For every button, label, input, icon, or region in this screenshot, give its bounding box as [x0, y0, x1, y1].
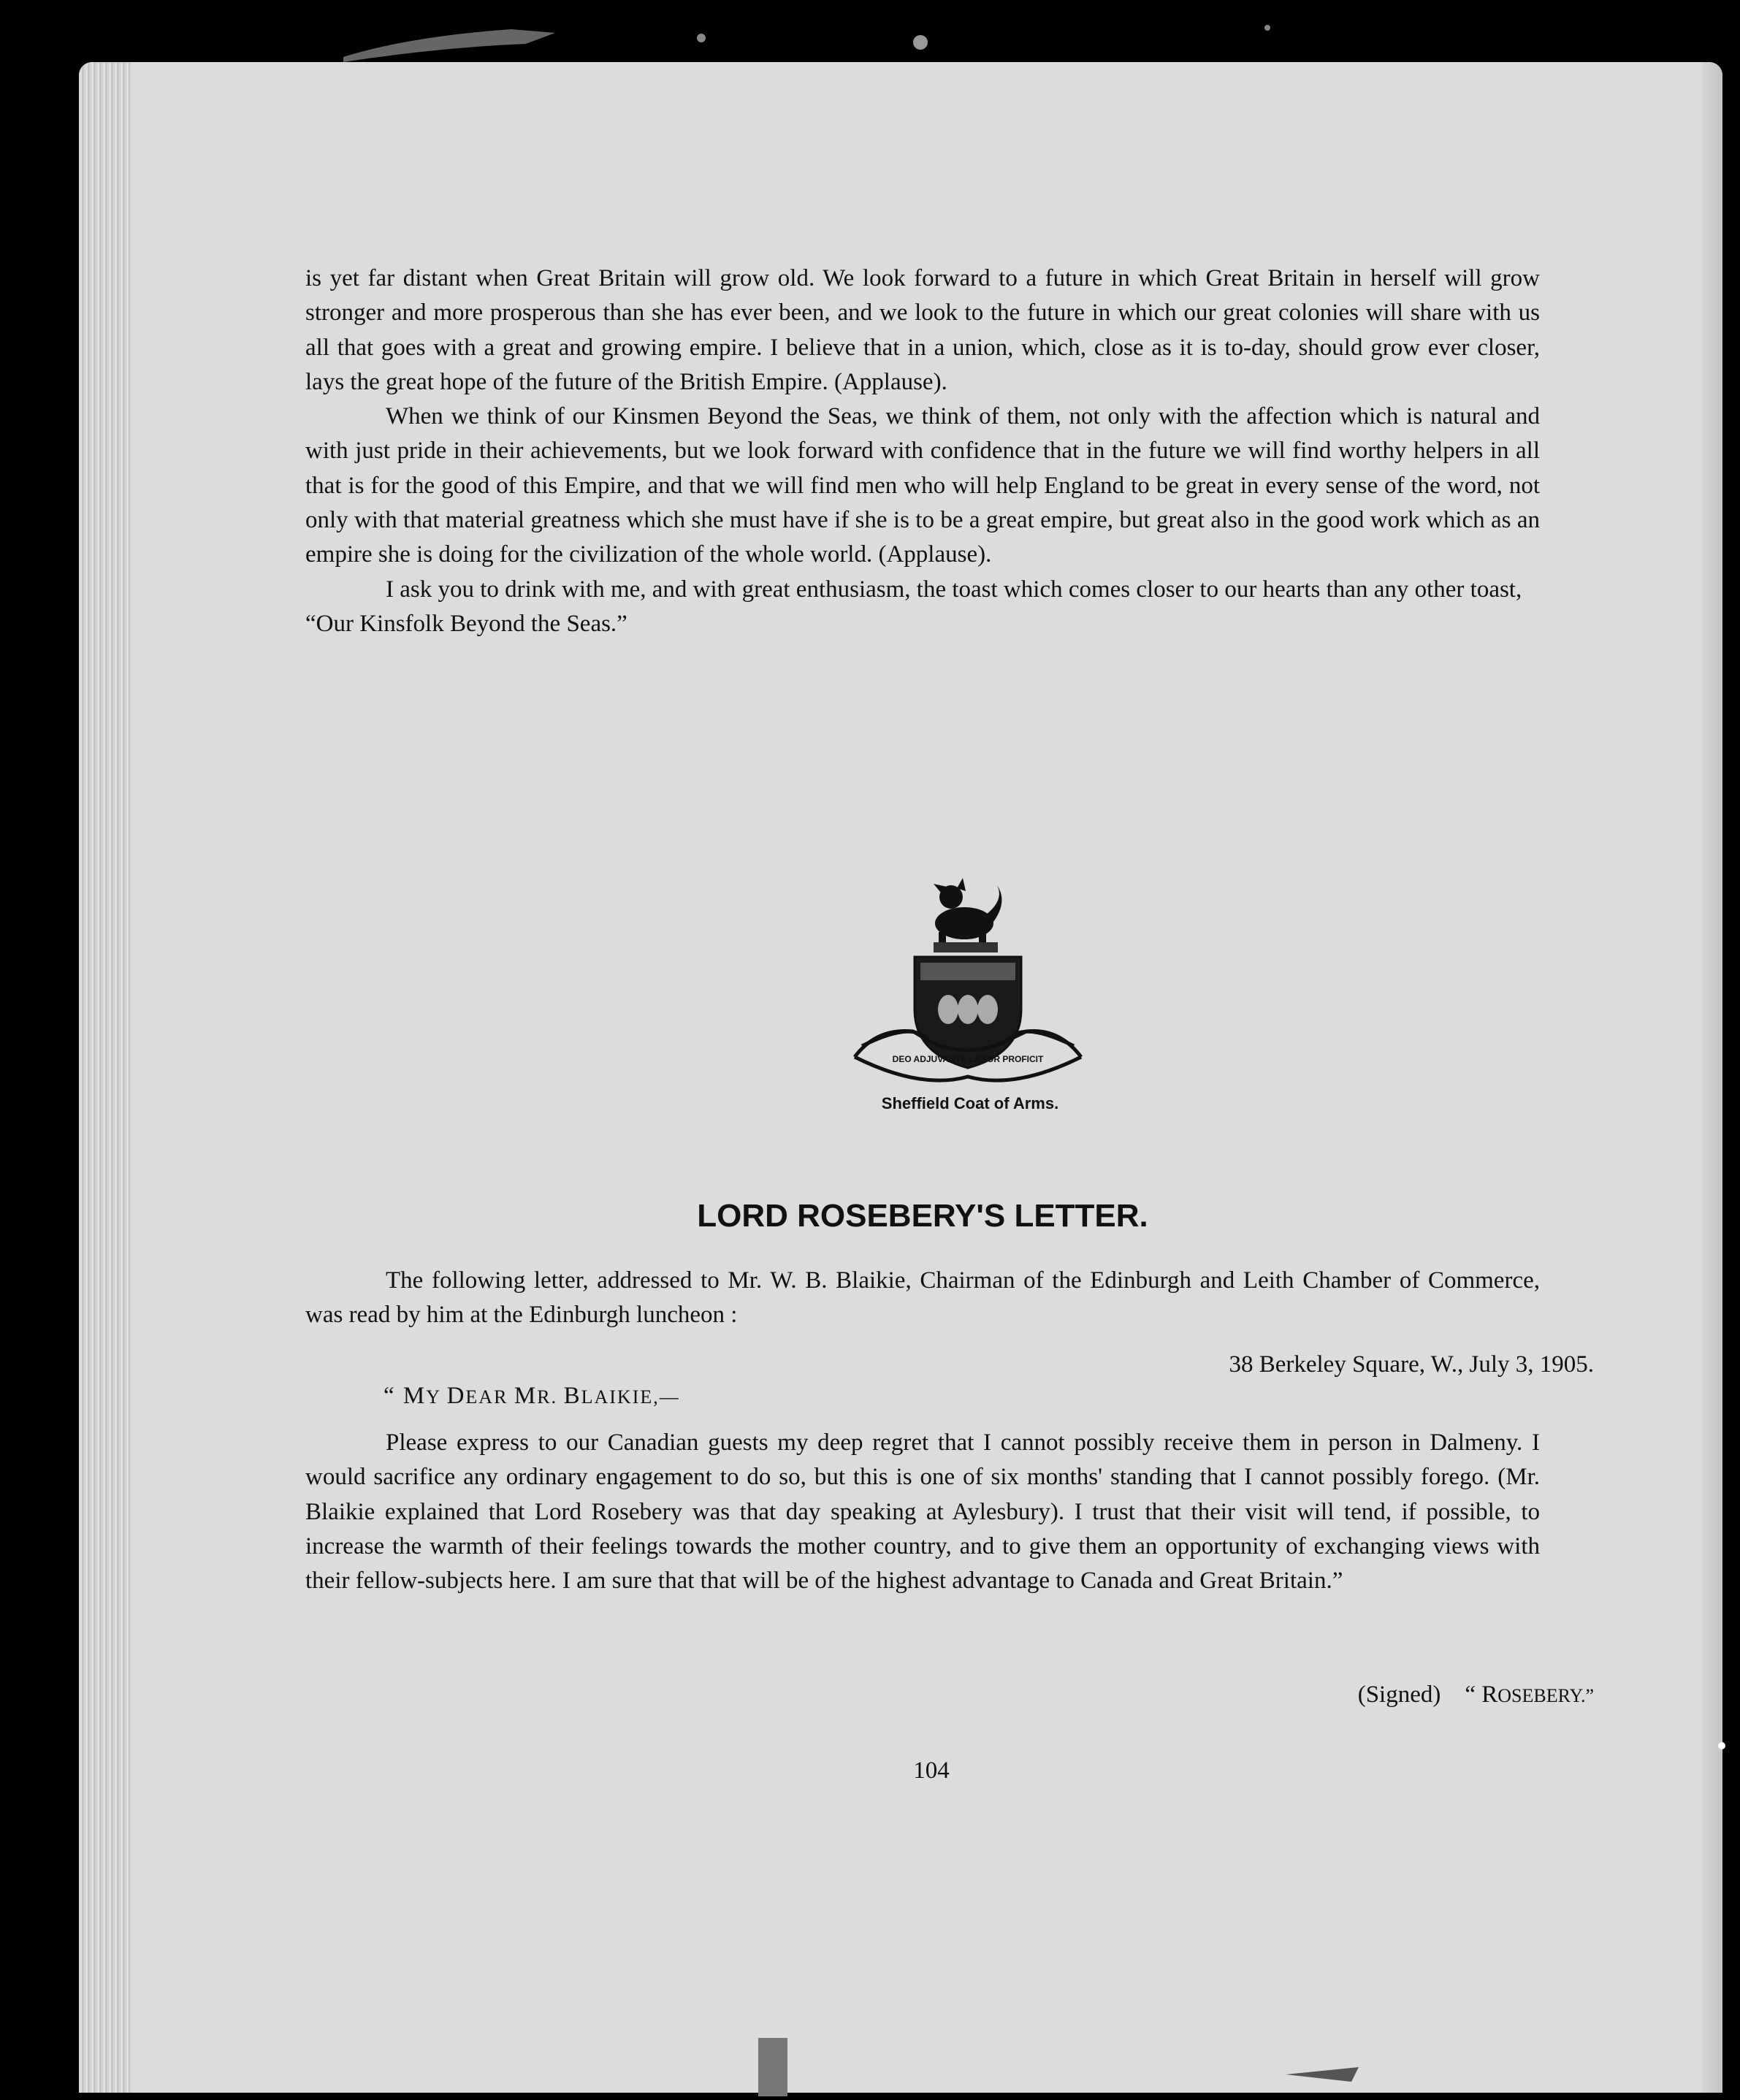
emblem-caption: Sheffield Coat of Arms.: [881, 1094, 1059, 1112]
page-number: 104: [913, 1757, 950, 1784]
page-binding-edge: [79, 62, 130, 2093]
letter-salutation: “ MY DEAR MR. BLAIKIE,—: [384, 1383, 680, 1409]
letter-dateline: 38 Berkeley Square, W., July 3, 1905.: [1229, 1351, 1594, 1378]
letter-signature: (Signed) “ ROSEBERY.”: [1357, 1681, 1594, 1708]
letter-body: [305, 1426, 1540, 1598]
speech-paragraph-2: When we think of our Kinsmen Beyond the Seas, we think of them, not only with the affection which is natural and with just pride in their achievements, but we look forward with confidence that in the future we will find worthy helpers in all that is for the good of this Empire, and that we will find men who will help England to be great in every sense of the word, not only with that material greatness which she must have if she is to be a great empire, but great also in the good work which as an empire she is doing for the civilization of the whole world. (Applause).: [305, 403, 1540, 568]
motto-text: DEO ADJUVANTE LABOR PROFICIT: [892, 1054, 1044, 1064]
speech-paragraph-3: I ask you to drink with me, and with great enthusiasm, the toast which comes closer to our hearts than any other toast, “Our Kinsfolk Beyond the Seas.”: [305, 576, 1522, 637]
page-right-edge: [1702, 62, 1722, 2093]
speech-text: [305, 261, 1540, 641]
letter-heading: LORD ROSEBERY'S LETTER.: [697, 1198, 1148, 1234]
sheaves-icon: [938, 995, 998, 1024]
speech-paragraph-1: is yet far distant when Great Britain will grow old. We look forward to a future in which Great Britain in herself will grow stronger and more prosperous than she has ever been, and we look to the future in which our great colonies will share with us all that goes with a great and growing empire. I believe that in a union, which, close as it is to-day, should grow ever closer, lays the great hope of the future of the British Empire. (Applause).: [305, 265, 1540, 395]
letter-body-paragraph: Please express to our Canadian guests my deep regret that I cannot possibly receive them in person in Dalmeny. I would sacrifice any ordinary engagement to do so, but this is one of six months' standing that I cannot possibly forego. (Mr. Blaikie explained that Lord Rosebery was that day speaking at Aylesbury). I trust that their visit will tend, if possible, to increase the warmth of their feelings towards the mother country, and to give them an opportunity of exchanging views with their fellow-subjects here. I am sure that that will be of the highest advantage to Canada and Great Britain.”: [305, 1429, 1540, 1595]
crest-wreath: [934, 942, 998, 952]
crest-lion-icon: [934, 878, 1001, 947]
letter-intro-paragraph: The following letter, addressed to Mr. W. B. Blaikie, Chairman of the Edinburgh and Leith Chamber of Commerce, was read by him at the Edinburgh luncheon :: [305, 1267, 1540, 1329]
letter-intro: [305, 1264, 1540, 1333]
sheffield-coat-of-arms-emblem: [847, 871, 1088, 1090]
